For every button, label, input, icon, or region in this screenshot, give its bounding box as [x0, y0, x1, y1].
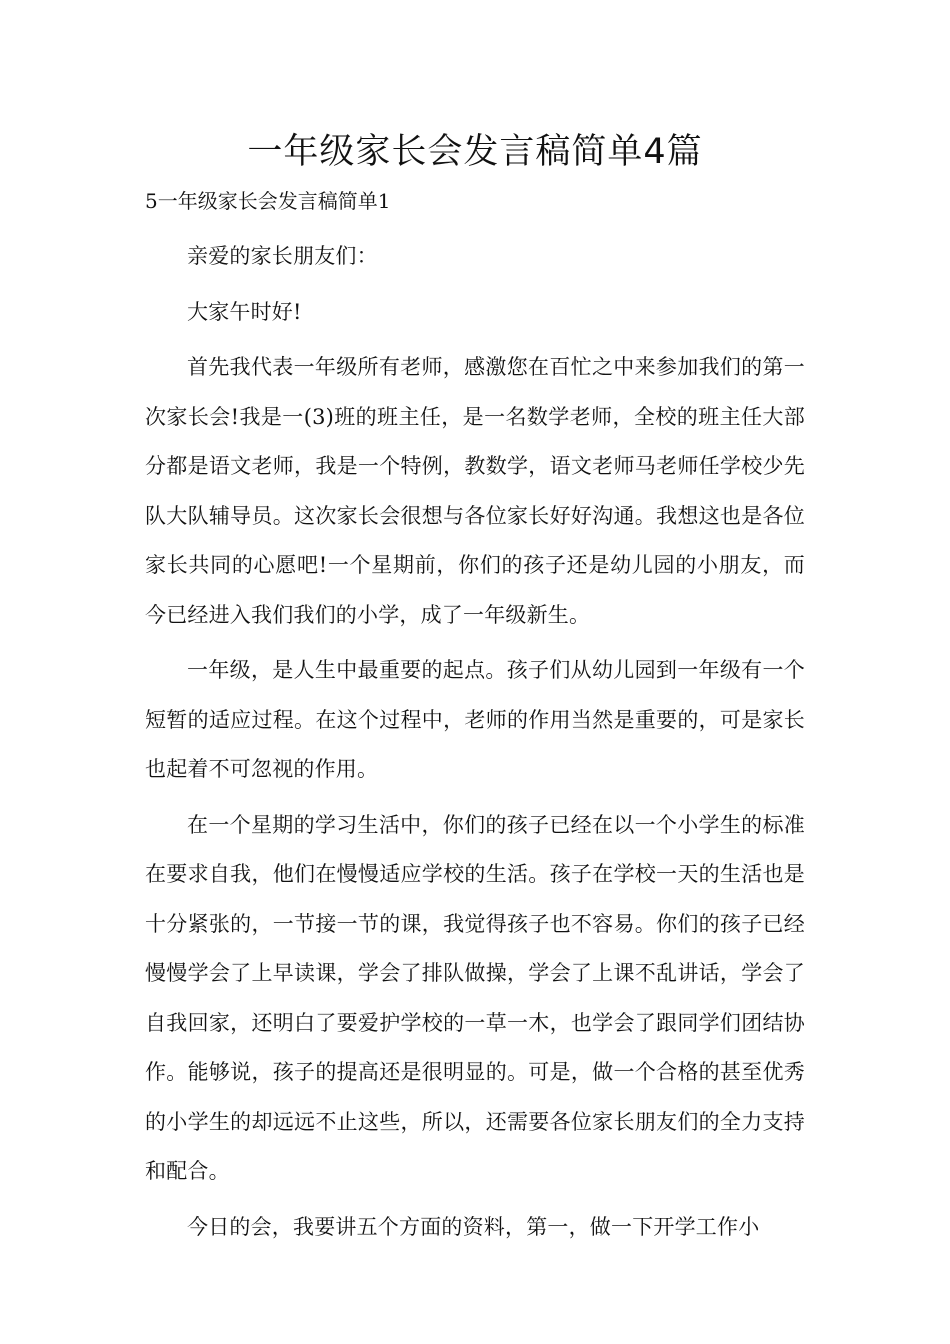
paragraph-introduction: 首先我代表一年级所有老师，感激您在百忙之中来参加我们的第一次家长会!我是一(3)班的班主任，是一名数学老师，全校的班主任大部分都是语文老师，我是一个特例，教数学，语文老师马老师任学校少先队大队辅导员。这次家长会很想与各位家长好好沟通。我想这也是各位家长共同的心愿吧!一个星期前，你们的孩子还是幼儿园的小朋友，而今已经进入我们我们的小学，成了一年级新生。: [145, 355, 805, 627]
section-heading: 5一年级家长会发言稿简单1: [145, 189, 391, 213]
document-title: 一年级家长会发言稿简单4篇: [247, 132, 703, 172]
paragraph-first-grade: 一年级，是人生中最重要的起点。孩子们从幼儿园到一年级有一个短暂的适应过程。在这个过程中，老师的作用当然是重要的，可是家长也起着不可忽视的作用。: [145, 658, 805, 781]
paragraph-agenda: 今日的会，我要讲五个方面的资料，第一，做一下开学工作小: [187, 1214, 760, 1239]
paragraph-first-week: 在一个星期的学习生活中，你们的孩子已经在以一个小学生的标准在要求自我，他们在慢慢适应学校的生活。孩子在学校一天的生活也是十分紧张的，一节接一节的课，我觉得孩子也不容易。你们的孩子已经慢慢学会了上早读课，学会了排队做操，学会了上课不乱讲话，学会了自我回家，还明白了要爱护学校的一草一木，也学会了跟同学们团结协作。能够说，孩子的提高还是很明显的。可是，做一个合格的甚至优秀的小学生的却远远不止这些，所以，还需要各位家长朋友们的全力支持和配合。: [145, 812, 805, 1183]
document-body: [145, 232, 805, 1258]
paragraph-greeting: 大家午时好!: [187, 299, 302, 324]
paragraph-salutation: 亲爱的家长朋友们：: [187, 244, 378, 268]
